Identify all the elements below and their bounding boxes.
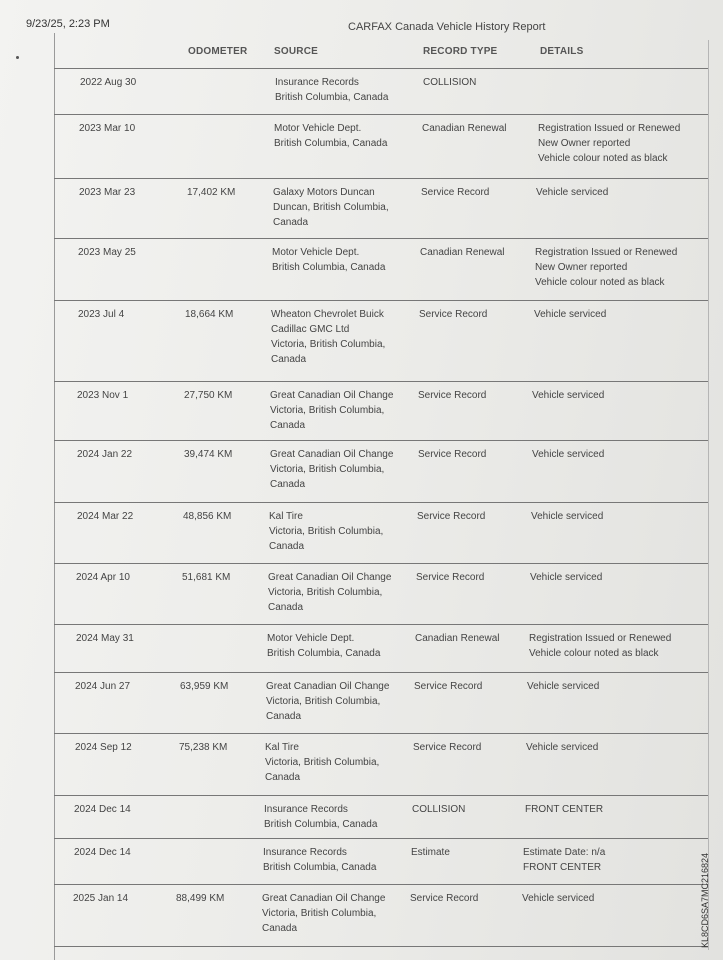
row-odometer: 27,750 KM — [184, 390, 233, 401]
row-source: Insurance Records British Columbia, Canada — [275, 77, 389, 103]
row-source: Great Canadian Oil Change Victoria, British Columbia, Canada — [268, 572, 392, 613]
print-timestamp: 9/23/25, 2:23 PM — [26, 18, 110, 30]
table-row — [54, 795, 708, 839]
row-date: 2024 Mar 22 — [77, 511, 134, 522]
table-row — [54, 68, 708, 115]
table-row — [54, 300, 708, 382]
row-odometer: 75,238 KM — [179, 742, 228, 753]
row-details: Estimate Date: n/a FRONT CENTER — [523, 847, 606, 873]
row-date: 2024 Dec 14 — [74, 804, 131, 815]
col-header-source: SOURCE — [274, 46, 318, 57]
table-row — [54, 624, 708, 673]
table-row — [54, 838, 708, 885]
table-row — [54, 238, 708, 301]
row-odometer: 63,959 KM — [180, 681, 229, 692]
table-row — [54, 114, 708, 179]
row-source: Great Canadian Oil Change Victoria, British Columbia, Canada — [262, 893, 386, 934]
row-odometer: 39,474 KM — [184, 449, 233, 460]
col-header-details: DETAILS — [540, 46, 584, 57]
row-source: Motor Vehicle Dept. British Columbia, Canada — [272, 247, 386, 273]
row-source: Kal Tire Victoria, British Columbia, Canada — [269, 511, 384, 552]
row-details: Vehicle serviced — [527, 681, 600, 692]
table-row — [54, 381, 708, 441]
table-row — [54, 563, 708, 625]
row-details: FRONT CENTER — [525, 804, 604, 815]
row-details: Vehicle serviced — [534, 309, 607, 320]
row-record-type: Service Record — [418, 390, 487, 401]
row-details: Vehicle serviced — [530, 572, 603, 583]
row-record-type: COLLISION — [423, 77, 477, 88]
row-odometer: 17,402 KM — [187, 187, 236, 198]
row-record-type: Service Record — [414, 681, 483, 692]
row-source: Motor Vehicle Dept. British Columbia, Canada — [267, 633, 381, 659]
table-row — [54, 733, 708, 796]
row-record-type: Canadian Renewal — [420, 247, 505, 258]
table-row — [54, 502, 708, 564]
row-odometer: 51,681 KM — [182, 572, 231, 583]
row-source: Great Canadian Oil Change Victoria, British Columbia, Canada — [270, 390, 394, 431]
row-date: 2025 Jan 14 — [73, 893, 129, 904]
row-odometer: 88,499 KM — [176, 893, 225, 904]
table-row — [54, 178, 708, 239]
row-details: Vehicle serviced — [532, 390, 605, 401]
table-row — [54, 884, 708, 947]
row-date: 2024 Apr 10 — [76, 572, 130, 583]
row-record-type: Service Record — [413, 742, 482, 753]
row-odometer: 48,856 KM — [183, 511, 232, 522]
row-record-type: COLLISION — [412, 804, 466, 815]
row-details: Vehicle serviced — [532, 449, 605, 460]
table-row — [54, 672, 708, 734]
row-odometer: 18,664 KM — [185, 309, 234, 320]
row-date: 2024 Jun 27 — [75, 681, 131, 692]
row-date: 2023 Mar 23 — [79, 187, 136, 198]
row-record-type: Service Record — [419, 309, 488, 320]
row-source: Great Canadian Oil Change Victoria, British Columbia, Canada — [270, 449, 394, 490]
row-date: 2023 May 25 — [78, 247, 136, 258]
report-title: CARFAX Canada Vehicle History Report — [348, 21, 546, 33]
row-details: Vehicle serviced — [522, 893, 595, 904]
row-date: 2023 Mar 10 — [79, 123, 136, 134]
row-details: Vehicle serviced — [531, 511, 604, 522]
row-date: 2024 May 31 — [76, 633, 134, 644]
row-source: Kal Tire Victoria, British Columbia, Canada — [265, 742, 380, 783]
row-details: Registration Issued or Renewed New Owner reported Vehicle colour noted as black — [538, 123, 681, 164]
row-record-type: Service Record — [418, 449, 487, 460]
row-details: Vehicle serviced — [526, 742, 599, 753]
row-details: Registration Issued or Renewed Vehicle colour noted as black — [529, 633, 672, 659]
row-date: 2024 Jan 22 — [77, 449, 133, 460]
row-details: Registration Issued or Renewed New Owner reported Vehicle colour noted as black — [535, 247, 678, 288]
row-record-type: Canadian Renewal — [422, 123, 507, 134]
table-row — [54, 440, 708, 503]
row-record-type: Service Record — [410, 893, 479, 904]
row-record-type: Service Record — [421, 187, 490, 198]
row-source: Insurance Records British Columbia, Canada — [263, 847, 377, 873]
row-source: Great Canadian Oil Change Victoria, British Columbia, Canada — [266, 681, 390, 722]
col-header-record-type: RECORD TYPE — [423, 46, 498, 57]
row-source: Wheaton Chevrolet Buick Cadillac GMC Ltd Victoria, British Columbia, Canada — [271, 309, 386, 365]
row-source: Motor Vehicle Dept. British Columbia, Canada — [274, 123, 388, 149]
row-date: 2023 Nov 1 — [77, 390, 129, 401]
row-date: 2024 Sep 12 — [75, 742, 132, 753]
row-record-type: Service Record — [416, 572, 485, 583]
row-date: 2022 Aug 30 — [80, 77, 137, 88]
right-margin-line — [708, 40, 709, 950]
row-record-type: Service Record — [417, 511, 486, 522]
row-date: 2024 Dec 14 — [74, 847, 131, 858]
row-source: Galaxy Motors Duncan Duncan, British Columbia, Canada — [273, 187, 389, 228]
row-date: 2023 Jul 4 — [78, 309, 125, 320]
row-source: Insurance Records British Columbia, Canada — [264, 804, 378, 830]
table-bottom-rule — [54, 946, 708, 947]
row-details: Vehicle serviced — [536, 187, 609, 198]
row-record-type: Canadian Renewal — [415, 633, 500, 644]
vin-side-label: KL8CD6SA7MC216824 — [700, 852, 710, 948]
margin-dot — [16, 56, 19, 59]
row-record-type: Estimate — [411, 847, 450, 858]
col-header-odometer: ODOMETER — [188, 46, 248, 57]
